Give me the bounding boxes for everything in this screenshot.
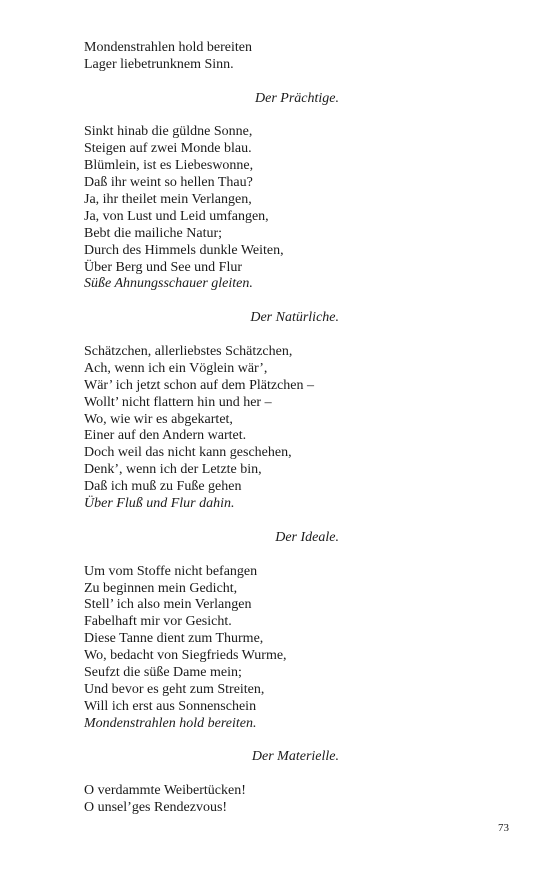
verse-line: Einer auf den Andern wartet. <box>84 428 247 444</box>
speaker-heading: Der Materielle. <box>251 749 339 765</box>
verse-line: Seufzt die süße Dame mein; <box>84 664 242 680</box>
verse-line: Und bevor es geht zum Streiten, <box>84 681 265 697</box>
verse-line: Wo, bedacht von Siegfrieds Wurme, <box>84 648 287 664</box>
verse-line: Schätzchen, allerliebstes Schätzchen, <box>84 344 293 360</box>
verse-line: Ach, wenn ich ein Vöglein wär’, <box>84 360 268 376</box>
verse-line: Über Berg und See und Flur <box>84 259 242 275</box>
verse-line: Wär’ ich jetzt schon auf dem Plätzchen – <box>84 377 314 393</box>
speaker-heading: Der Natürliche. <box>250 310 339 326</box>
verse-line: Durch des Himmels dunkle Weiten, <box>84 242 284 258</box>
verse-line: Steigen auf zwei Monde blau. <box>84 141 252 157</box>
verse-line: Diese Tanne dient zum Thurme, <box>84 631 264 647</box>
verse-line: Fabelhaft mir vor Gesicht. <box>84 614 232 630</box>
verse-line: Denk’, wenn ich der Letzte bin, <box>84 462 262 478</box>
verse-line: Um vom Stoffe nicht befangen <box>84 563 258 579</box>
verse-line-italic: Mondenstrahlen hold bereiten. <box>84 715 257 731</box>
verse-line: Zu beginnen mein Gedicht, <box>84 580 238 596</box>
verse-line: Mondenstrahlen hold bereiten <box>84 40 252 55</box>
verse-line: O verdammte Weibertücken! <box>84 783 246 799</box>
page-number: 73 <box>498 822 509 834</box>
verse-line: Wollt’ nicht flattern hin und her – <box>84 394 272 410</box>
verse-line: Daß ihr weint so hellen Thau? <box>84 175 253 191</box>
verse-line: Ja, von Lust und Leid umfangen, <box>84 208 269 224</box>
verse-line: Ja, ihr theilet mein Verlangen, <box>84 192 252 208</box>
verse-line: Sinkt hinab die güldne Sonne, <box>84 124 253 140</box>
verse-line-italic: Süße Ahnungsschauer gleiten. <box>84 276 253 292</box>
verse-line: Wo, wie wir es abgekartet, <box>84 411 233 427</box>
verse-line: Lager liebetrunknem Sinn. <box>84 56 234 72</box>
poem-text <box>84 40 484 817</box>
verse-line-italic: Über Fluß und Flur dahin. <box>84 496 235 512</box>
speaker-heading: Der Prächtige. <box>255 90 339 106</box>
verse-line: Bebt die mailiche Natur; <box>84 225 223 241</box>
verse-line: Blümlein, ist es Liebeswonne, <box>84 158 254 174</box>
verse-line: Will ich erst aus Sonnenschein <box>84 698 257 714</box>
verse-line: Doch weil das nicht kann geschehen, <box>84 445 292 461</box>
speaker-heading: Der Ideale. <box>275 529 339 545</box>
verse-line: Stell’ ich also mein Verlangen <box>84 597 252 613</box>
verse-line: O unsel’ges Rendezvous! <box>84 800 228 816</box>
verse-line: Daß ich muß zu Fuße gehen <box>84 479 242 495</box>
